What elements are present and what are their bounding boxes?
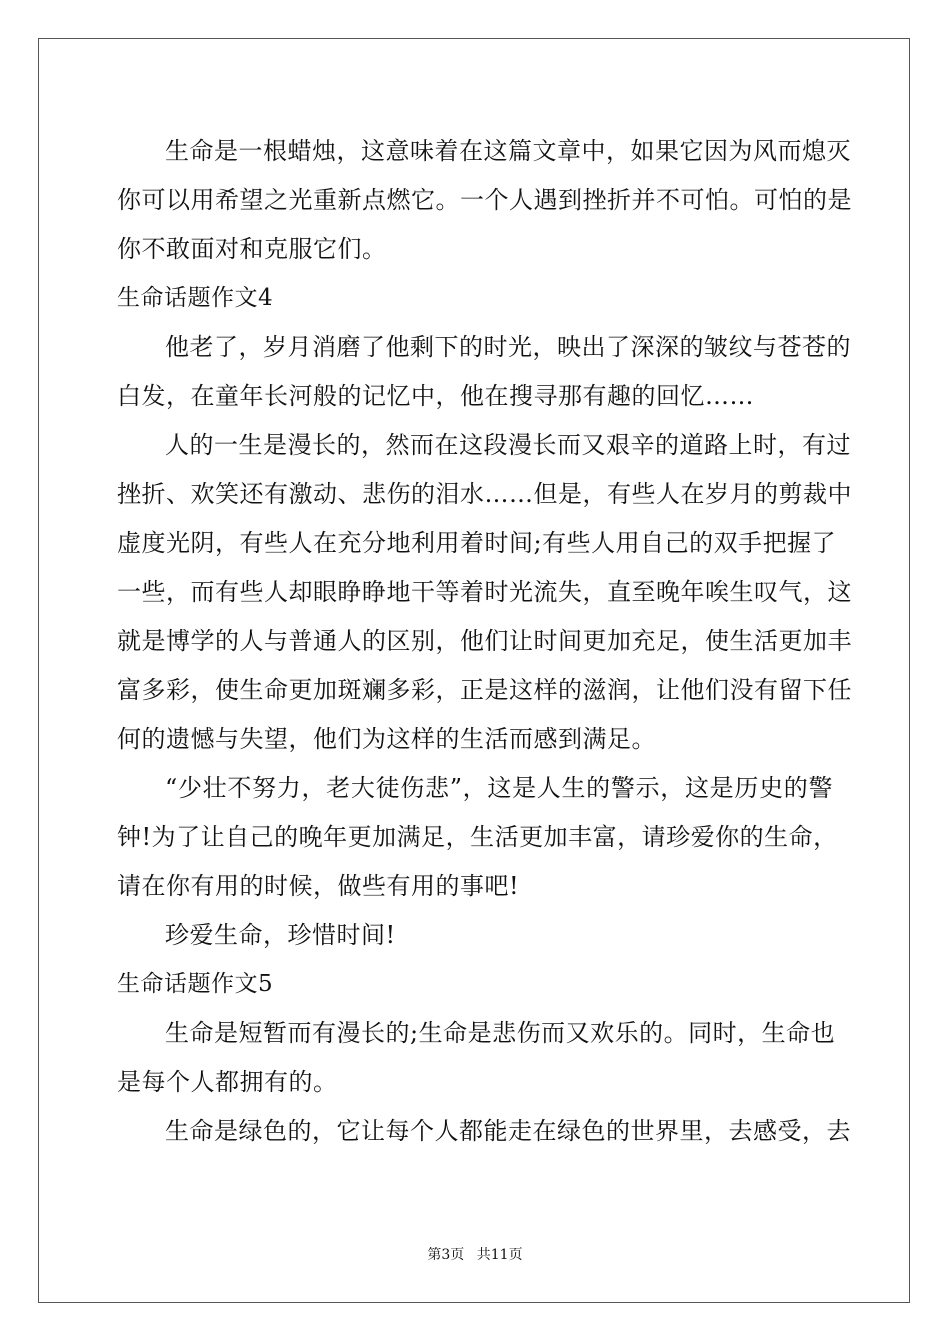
section-heading: 生命话题作文5 [117,971,274,997]
document-body [117,127,852,1156]
text-line: 他老了，岁月消磨了他剩下的时光，映出了深深的皱纹与苍苍的 [165,333,851,361]
text-line: 白发，在童年长河般的记忆中，他在搜寻那有趣的回忆…… [117,382,754,410]
text-line: 你可以用希望之光重新点燃它。一个人遇到挫折并不可怕。可怕的是 [117,186,852,214]
text-line: 虚度光阴，有些人在充分地利用着时间;有些人用自己的双手把握了 [117,529,837,557]
page-number: 第3页 [427,1247,465,1263]
text-line: “少壮不努力，老大徒伤悲”，这是人生的警示，这是历史的警 [165,774,833,802]
section-heading: 生命话题作文4 [117,285,274,311]
text-line: 富多彩，使生命更加斑斓多彩，正是这样的滋润，让他们没有留下任 [117,676,852,704]
text-line: 是每个人都拥有的。 [117,1068,338,1096]
text-line: 人的一生是漫长的，然而在这段漫长而又艰辛的道路上时，有过 [165,431,851,459]
page-footer [0,1244,950,1264]
text-line: 就是博学的人与普通人的区别，他们让时间更加充足，使生活更加丰 [117,627,852,655]
text-line: 你不敢面对和克服它们。 [117,235,387,263]
page-total: 共11页 [476,1247,523,1263]
text-line: 生命是绿色的，它让每个人都能走在绿色的世界里，去感受，去 [165,1117,851,1145]
text-line: 请在你有用的时候，做些有用的事吧! [117,872,520,900]
text-line: 何的遗憾与失望，他们为这样的生活而感到满足。 [117,725,656,753]
text-line: 钟!为了让自己的晚年更加满足，生活更加丰富，请珍爱你的生命， [117,823,838,851]
text-line: 一些，而有些人却眼睁睁地干等着时光流失，直至晚年唉生叹气，这 [117,578,852,606]
text-line: 生命是一根蜡烛，这意味着在这篇文章中，如果它因为风而熄灭 [165,137,851,165]
text-line: 挫折、欢笑还有激动、悲伤的泪水……但是，有些人在岁月的剪裁中 [117,480,852,508]
text-line: 珍爱生命，珍惜时间! [165,921,396,949]
text-line: 生命是短暂而有漫长的;生命是悲伤而又欢乐的。同时，生命也 [165,1019,836,1047]
